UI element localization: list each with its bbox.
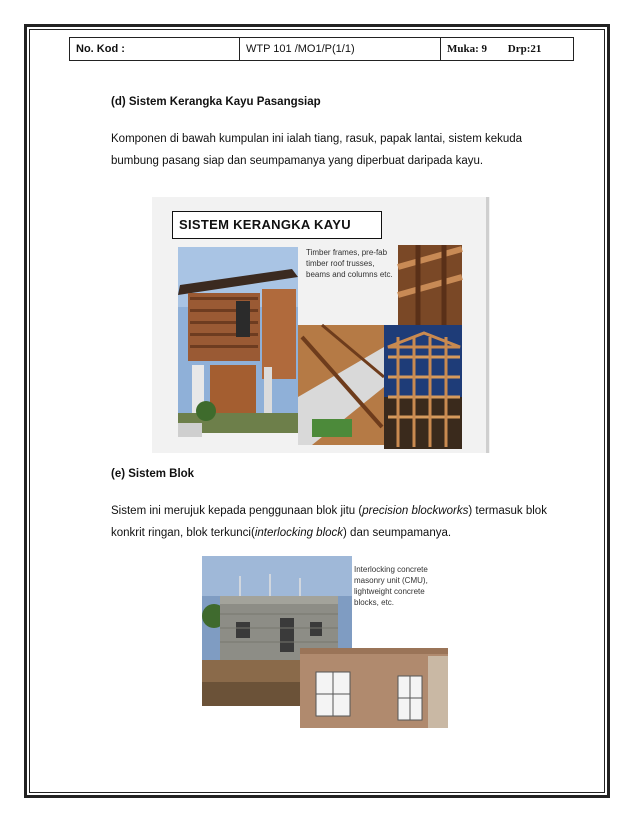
block-system-figure [200, 556, 450, 730]
code-value: WTP 101 /MO1/P(1/1) [240, 38, 441, 61]
timber-figure-title: SISTEM KERANGKA KAYU [172, 211, 382, 239]
header-table [69, 37, 574, 61]
section-e-paragraph [111, 500, 571, 544]
section-e-line-1: Sistem ini merujuk kepada penggunaan blok jitu (precision blockworks) termasuk blok [111, 505, 547, 517]
section-d-line-2: bumbung pasang siap dan seumpamanya yang diperbuat daripada kayu. [111, 155, 484, 167]
page-info [441, 38, 574, 61]
code-label: No. Kod : [70, 38, 240, 61]
section-e-line-2: konkrit ringan, blok terkunci(interlocking block) dan seumpamanya. [111, 527, 452, 539]
page-total: Drp:21 [507, 43, 542, 55]
timber-frame-figure [152, 197, 490, 453]
section-d-line-1: Komponen di bawah kumpulan ini ialah tiang, rasuk, papak lantai, sistem kekuda [111, 133, 523, 145]
section-e-title: (e) Sistem Blok [111, 468, 195, 480]
timber-figure-caption: Timber frames, pre-fab timber roof trusses, beams and columns etc. [306, 248, 393, 279]
interlocking-block-term: interlocking block [254, 527, 344, 539]
page-number: Muka: 9 [447, 43, 488, 55]
precision-blockworks-term: precision blockworks [362, 505, 469, 517]
section-d-title: (d) Sistem Kerangka Kayu Pasangsiap [111, 96, 321, 108]
block-figure-caption: Interlocking concrete masonry unit (CMU), lightweight concrete blocks, etc. [354, 565, 428, 607]
section-d-paragraph [111, 128, 571, 172]
